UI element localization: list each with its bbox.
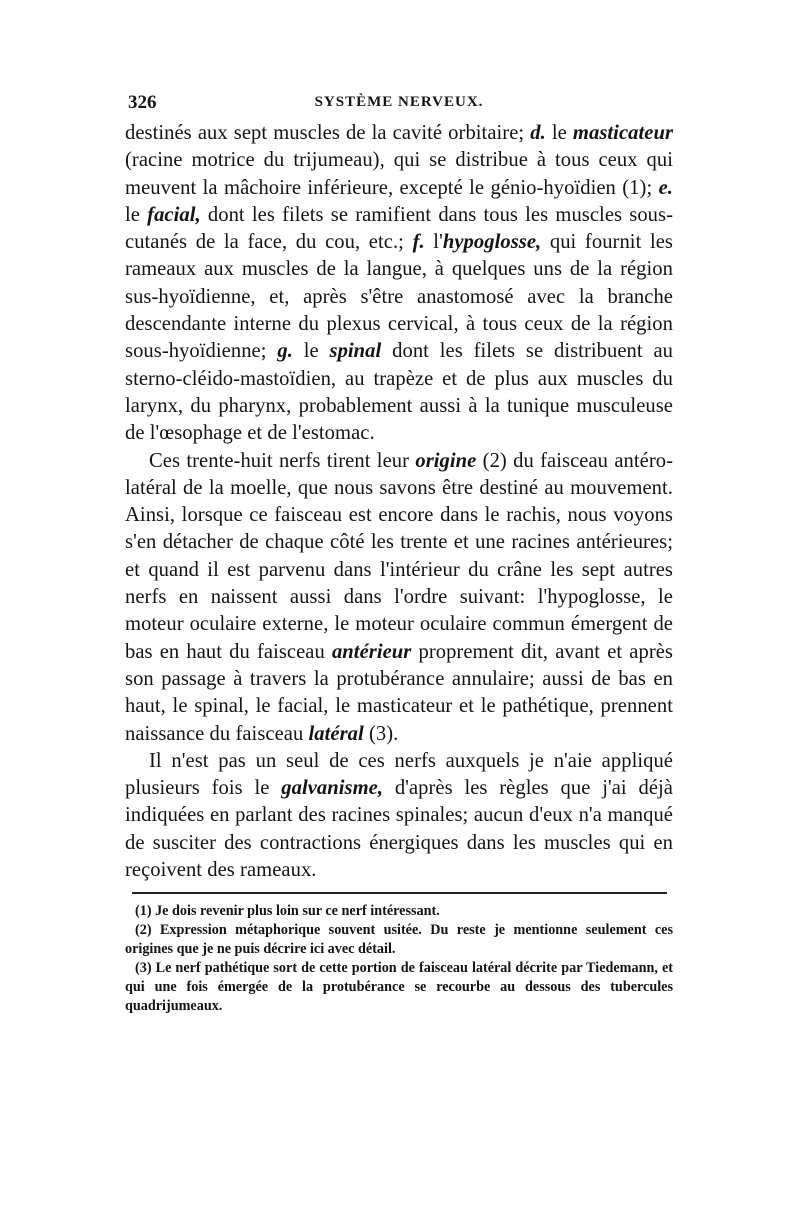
running-title: SYSTÈME NERVEUX. <box>314 94 484 110</box>
term-spinal: spinal <box>329 340 382 363</box>
paragraph-1: destinés aux sept muscles de la cavité orbitaire; d. le masticateur (racine motrice du trijumeau), qui se distribue à tous ceux qui meuvent la mâchoire inférieure, excepté le génio-hyoïdien (1); e. le facial, dont les filets se ramifient dans tous les muscles sous-cutanés de la face, du cou, etc.; f. l'hypoglosse, qui fournit les rameaux aux muscles de la langue, à quelques uns de la région sus-hyoïdienne, et, après s'être anastomosé avec la branche descendante interne du plexus cervical, à tous ceux de la région sous-hyoïdienne; g. le spinal dont les filets se distribuent au sterno-cléido-mastoïdien, au trapèze et de plus aux muscles du larynx, du pharynx, probablement aussi à la tunique musculeuse de l'œsophage et de l'estomac. <box>125 122 674 445</box>
footnote-1: (1) Je dois revenir plus loin sur ce nerf intéressant. <box>135 903 440 920</box>
letter-d: d. <box>530 122 546 144</box>
paragraph-3: Il n'est pas un seul de ces nerfs auxquels je n'aie appliqué plusieurs fois le galvanisme, d'après les règles que j'ai déjà indiquées en parlant des racines spinales; aucun d'eux n'a manqué de susciter des contractions énergiques dans les muscles qui en reçoivent des rameaux. <box>125 749 673 882</box>
letter-e: e. <box>658 176 673 199</box>
footnote-rule <box>132 892 667 894</box>
term-origine: origine <box>415 449 477 472</box>
term-galvanisme: galvanisme, <box>281 777 384 800</box>
paragraph-2: Ces trente-huit nerfs tirent leur origine (2) du faisceau antéro-latéral de la moelle, que nous savons être destiné au mouvement. Ainsi, lorsque ce faisceau est encore dans le rachis, nous voyons s'en détacher de chaque côté les trente et une racines antérieures; et quand il est parvenu dans l'intérieur du crâne les sept autres nerfs en naissent aussi dans l'ordre suivant: l'hypoglosse, le moteur oculaire externe, le moteur oculaire commun émergent de bas en haut du faisceau antérieur proprement dit, avant et après son passage à travers la protubérance annulaire; aussi de bas en haut, le spinal, le facial, le masticateur et le pathétique, prennent naissance du faisceau latéral (3). <box>125 449 673 745</box>
letter-g: g. <box>277 340 293 363</box>
term-hypoglosse: hypoglosse, <box>442 231 542 254</box>
letter-f: f. <box>412 231 425 254</box>
term-masticateur: masticateur <box>572 122 674 144</box>
term-anterieur: antérieur <box>331 640 412 663</box>
running-head <box>125 92 673 120</box>
footnote-3: (3) Le nerf pathétique sort de cette portion de faisceau latéral décrite par Tiedemann, et qui une fois émergée de la protubérance se recourbe au dessous des tubercules quadrijumeaux. <box>125 960 673 1015</box>
footnotes <box>125 902 673 1016</box>
page-number: 326 <box>128 92 157 113</box>
term-facial: facial, <box>147 203 201 226</box>
term-lateral: latéral <box>308 722 364 745</box>
book-page <box>125 92 673 1016</box>
footnote-2: (2) Expression métaphorique souvent usitée. Du reste je mentionne seulement ces origines que je ne puis décrire ici avec détail. <box>125 922 673 958</box>
body-text <box>125 120 673 884</box>
